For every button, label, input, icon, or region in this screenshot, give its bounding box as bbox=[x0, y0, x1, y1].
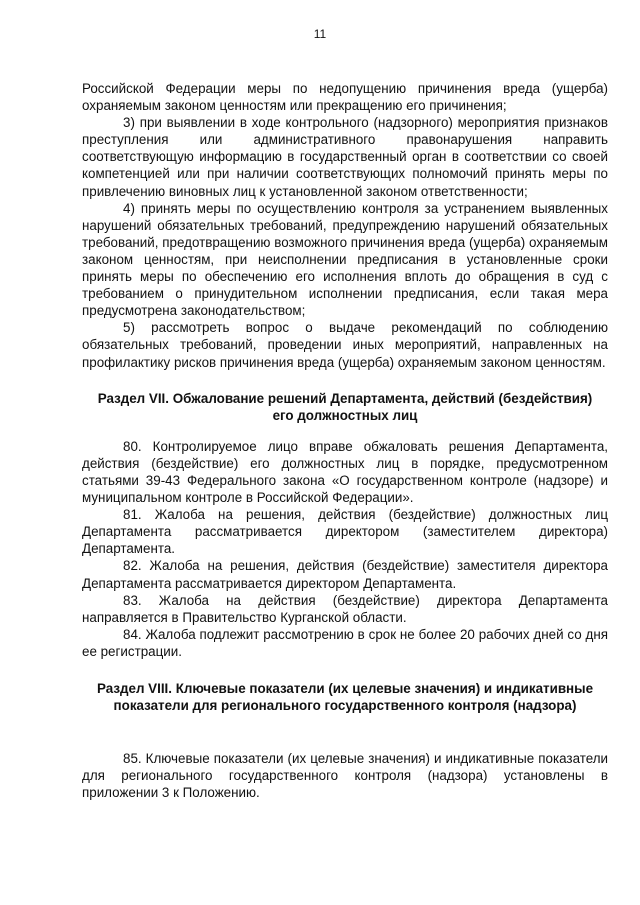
section-7-heading-line1: Раздел VII. Обжалование решений Департамента, действий (бездействия) bbox=[97, 390, 593, 406]
page-number: 11 bbox=[313, 27, 327, 41]
section-7-heading bbox=[82, 390, 608, 424]
paragraph-80: 80. Контролируемое лицо вправе обжаловать решения Департамента, действия (бездействие) его должностных лиц в порядке, предусмотренном статьями 39-43 Федерального закона «О государственном контроле (надзоре) и муниципальном контроле в Российской Федерации». bbox=[82, 438, 608, 506]
paragraph-item-5: 5) рассмотреть вопрос о выдаче рекомендаций по соблюдению обязательных требований, проведении иных мероприятий, направленных на профилактику рисков причинения вреда (ущерба) охраняемым законом ценностям. bbox=[82, 320, 608, 370]
section-7-heading-line2: его должностных лиц bbox=[272, 407, 418, 423]
section-8-heading-line1: Раздел VIII. Ключевые показатели (их целевые значения) и индикативные bbox=[96, 681, 594, 696]
section-8-heading bbox=[82, 680, 608, 714]
section-8-heading-line2: показатели для регионального государственного контроля (надзора) bbox=[113, 698, 577, 714]
page-body bbox=[82, 80, 608, 801]
paragraph-82: 82. Жалоба на решения, действия (бездействие) заместителя директора Департамента рассматривается директором Департамента. bbox=[82, 558, 608, 591]
paragraph-item-4: 4) принять меры по осуществлению контроля за устранением выявленных нарушений обязательных требований, предупреждению нарушений обязательных требований, предотвращению возможного причинения вреда (ущерба) охраняемым законом ценностям, при неисполнении предписания в установленные сроки принять меры по обеспечению его исполнения вплоть до обращения в суд с требованием о принудительном исполнении предписания, если такая мера предусмотрена законодательством; bbox=[82, 200, 608, 319]
paragraph-81: 81. Жалоба на решения, действия (бездействие) должностных лиц Департамента рассматривается директором (заместителем директора) Департамента. bbox=[82, 507, 608, 557]
paragraph-continuation: Российской Федерации меры по недопущению причинения вреда (ущерба) охраняемым законом ценностям или прекращению его причинения; bbox=[82, 81, 608, 114]
paragraph-item-3: 3) при выявлении в ходе контрольного (надзорного) мероприятия признаков преступления или административного правонарушения направить соответствующую информацию в государственный орган в соответствии со своей компетенцией или при наличии соответствующих полномочий принять меры по привлечению виновных лиц к установленной законом ответственности; bbox=[82, 115, 608, 199]
paragraph-84: 84. Жалоба подлежит рассмотрению в срок не более 20 рабочих дней со дня ее регистрации. bbox=[82, 626, 608, 659]
paragraph-83: 83. Жалоба на действия (бездействие) директора Департамента направляется в Правительство Курганской области. bbox=[82, 592, 608, 625]
paragraph-85: 85. Ключевые показатели (их целевые значения) и индикативные показатели для регионального государственного контроля (надзора) установлены в приложении 3 к Положению. bbox=[82, 751, 608, 801]
